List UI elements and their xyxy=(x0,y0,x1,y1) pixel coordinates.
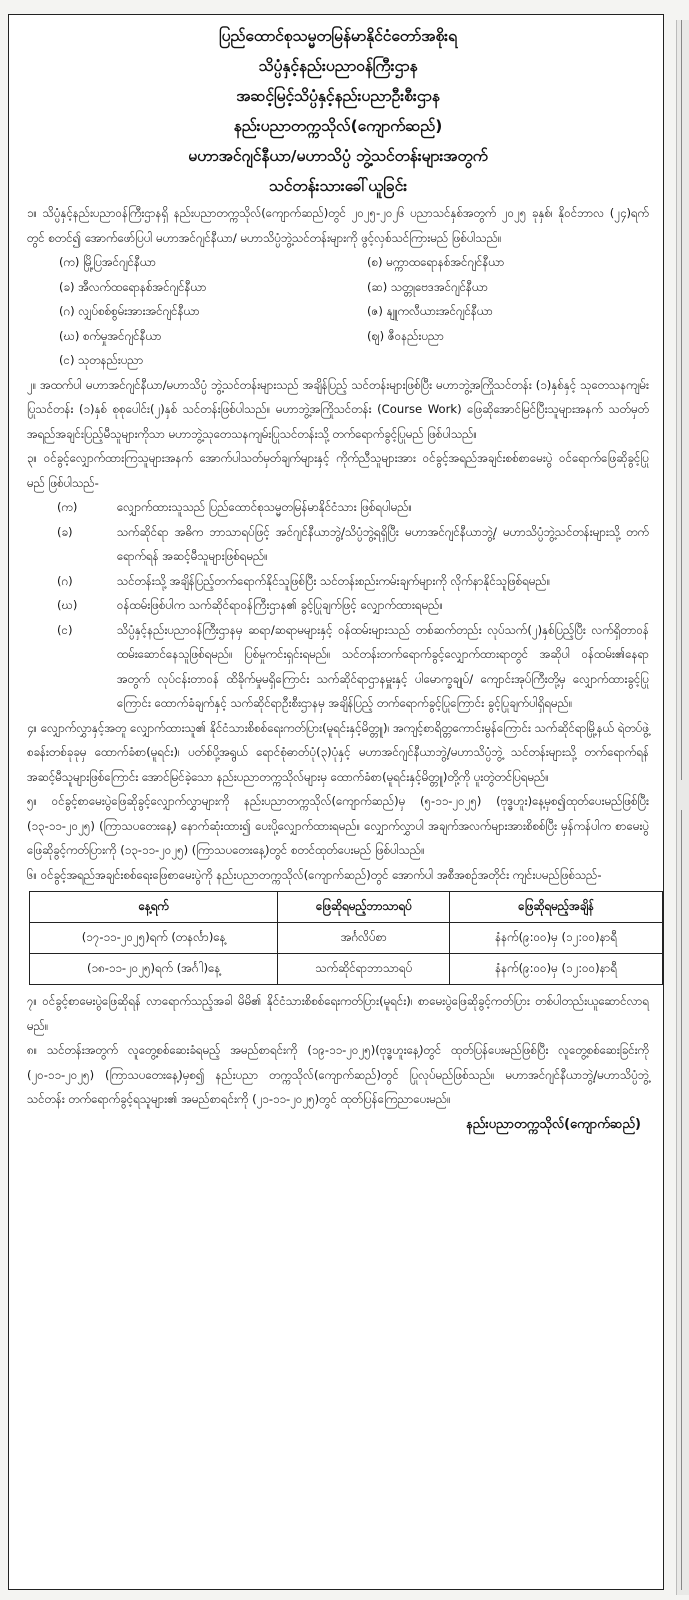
item-text: သင်တန်းသို့ အချိန်ပြည့်တက်ရောက်နိုင်သူဖြစ်ပြီး သင်တန်းစည်းကမ်းချက်များကို လိုက်နာနိုင်သူဖြစ်ရမည်။ xyxy=(117,573,551,588)
header-ministry: သိပ္ပံနှင့်နည်းပညာဝန်ကြီးဌာန xyxy=(258,57,418,75)
paragraph-6: ၆။ ဝင်ခွင့်အရည်အချင်းစစ်ရေးဖြေစာမေးပွဲကို နည်းပညာတက္ကသိုလ်(ကျောက်ဆည်)တွင် အောက်ပါ အစီအစဉ်အတိုင်း ကျင်းပမည်ဖြစ်သည်- xyxy=(27,867,602,882)
requirement-item xyxy=(27,593,649,618)
program-item: (င) သုတနည်းပညာ xyxy=(59,353,144,367)
signature: နည်းပညာတက္ကသိုလ်(ကျောက်ဆည်) xyxy=(466,1116,641,1132)
edge-line xyxy=(681,20,682,780)
header-title: သင်တန်းသားခေါ်ယူခြင်း xyxy=(268,177,408,195)
item-text: သိပ္ပံနှင့်နည်းပညာဝန်ကြီးဌာနမှ ဆရာ/ဆရာမများနှင့် ဝန်ထမ်းများသည် တစ်ဆက်တည်း လုပ်သက်(၂)နှစ်ပြည့်ပြီး လက်ရှိတာဝန်ထမ်းဆောင်နေသူဖြစ်ရမည်။ ပြစ်မှုကင်းရှင်းရမည်။ သင်တန်းတက်ရောက်ခွင့်လျှောက်ထားရာတွင် အဆိုပါ ဝန်ထမ်း၏နေရာအတွက် လုပ်ငန်းတာဝန် ထိခိုက်မှုမရှိကြောင်း သက်ဆိုင်ရာဌာနမှူးနှင့် ပါမောက္ခချုပ်/ ကျောင်းအုပ်ကြီးတို့မှ လျှောက်ထားခွင့်ပြုကြောင်း ထောက်ခံချက်နှင့် သက်ဆိုင်ရာဦးစီးဌာနမှ အချိန်ပြည့် တက်ရောက်ခွင့်ပြုကြောင်း ခွင့်ပြုချက်ပါရှိရမည်။ xyxy=(117,622,649,710)
program-item: (စ) မက္ကာထရောနစ်အင်ဂျင်နီယာ xyxy=(367,255,505,269)
table-cell: (၁၈-၁၁-၂၀၂၅)ရက် (အင်္ဂါ)နေ့ xyxy=(30,954,278,985)
program-item: (ခ) အီလက်ထရောနစ်အင်ဂျင်နီယာ xyxy=(59,279,207,294)
program-item: (ဈ) ဇီဝနည်းပညာ xyxy=(367,328,445,343)
requirement-item xyxy=(27,495,649,520)
program-item xyxy=(367,348,667,373)
table-cell: (၁၇-၁၁-၂၀၂၅)ရက် (တနင်္လာ)နေ့ xyxy=(30,923,278,954)
header-government: ပြည်ထောင်စုသမ္မတမြန်မာနိုင်ငံတော်အစိုးရ xyxy=(218,27,458,45)
table-header: ဖြေဆိုရမည့်ဘာသာရပ် xyxy=(278,892,450,923)
item-text: ဝန်ထမ်းဖြစ်ပါက သက်ဆိုင်ရာဝန်ကြီးဌာန၏ ခွင့်ပြုချက်ဖြင့် လျှောက်ထားရမည်။ xyxy=(117,598,443,612)
program-item: (ဆ) သတ္တုဗေဒအင်ဂျင်နီယာ xyxy=(367,279,489,294)
header-programs: မဟာအင်ဂျင်နီယာ/မဟာသိပ္ပံ ဘွဲ့သင်တန်းများအတွက် xyxy=(188,147,488,165)
table-cell: အင်္ဂလိပ်စာ xyxy=(278,923,450,954)
exam-schedule-table xyxy=(29,891,663,985)
paragraph-8: ၈။ သင်တန်းအတွက် လူတွေ့စစ်ဆေးခံရမည့် အမည်စာရင်းကို (၁၉-၁၁-၂၀၂၅)(ဗုဒ္ဓဟူးနေ့)တွင် ထုတ်ပြန်ပေးမည်ဖြစ်ပြီး လူတွေ့စစ်ဆေးခြင်းကို (၂၀-၁၁-၂၀၂၅) (ကြာသပတေးနေ့)မှစ၍ နည်းပညာ တက္ကသိုလ်(ကျောက်ဆည်)တွင် ပြုလုပ်မည်ဖြစ်သည်။ မဟာအင်ဂျင်နီယာဘွဲ့/မဟာသိပ္ပံဘွဲ့ သင်တန်း တက်ရောက်ခွင့်ရသူများ၏ အမည်စာရင်းကို (၂၁-၁၁-၂၀၂၅)တွင် ထုတ်ပြန်ကြေညာပေးမည်။ xyxy=(27,1043,649,1106)
paragraph-1: ၁။ သိပ္ပံနှင့်နည်းပညာဝန်ကြီးဌာနရှိ နည်းပညာတက္ကသိုလ်(ကျောက်ဆည်)တွင် ၂၀၂၅-၂၀၂၆ ပညာသင်နှစ်အတွက် ၂၀၂၅ ခုနှစ်၊ နိုဝင်ဘာလ (၂၄)ရက်တွင် စတင်၍ အောက်ဖော်ပြပါ မဟာအင်ဂျင်နီယာ/ မဟာသိပ္ပံဘွဲ့သင်တန်းများကို ဖွင့်လှစ်သင်ကြားမည် ဖြစ်ပါသည်။ xyxy=(27,206,649,245)
header-department: အဆင့်မြင့်သိပ္ပံနှင့်နည်းပညာဦးစီးဌာန xyxy=(236,87,440,105)
paragraph-5: ၅။ ဝင်ခွင့်စာမေးပွဲဖြေဆိုခွင့်လျှောက်လွှာများကို နည်းပညာတက္ကသိုလ်(ကျောက်ဆည်)မှ (၅-၁၁-၂၀၂၅) (ဗုဒ္ဓဟူး)နေ့မှစ၍ထုတ်ပေးမည်ဖြစ်ပြီး (၁၃-၁၁-၂၀၂၅) (ကြာသပတေးနေ့) နောက်ဆုံးထား၍ ပေးပို့လျှောက်ထားရမည်။ လျှောက်လွှာပါ အချက်အလက်များအားစိစစ်ပြီး မှန်ကန်ပါက စာမေးပွဲဖြေဆိုခွင့်ကတ်ပြားကို (၁၃-၁၁-၂၀၂၅) (ကြာသပတေးနေ့)တွင် စတင်ထုတ်ပေးမည် ဖြစ်ပါသည်။ xyxy=(27,794,649,857)
header-university: နည်းပညာတက္ကသိုလ်(ကျောက်ဆည်) xyxy=(233,117,443,135)
table-cell: နံနက်(၉:၀၀)မှ (၁၂:၀၀)နာရီ xyxy=(450,923,663,954)
table-row xyxy=(30,923,663,954)
item-text: သက်ဆိုင်ရာ အဓိက ဘာသာရပ်ဖြင့် အင်ဂျင်နီယာဘွဲ့/သိပ္ပံဘွဲ့ရရှိပြီး မဟာအင်ဂျင်နီယာဘွဲ့/ မဟာသိပ္ပံဘွဲ့သင်တန်းများသို့ တက်ရောက်ရန် အဆင့်မီသူများဖြစ်ရမည်။ xyxy=(117,524,649,563)
program-item: (ဃ) စက်မှုအင်ဂျင်နီယာ xyxy=(59,328,162,343)
item-text: လျှောက်ထားသူသည် ပြည်ထောင်စုသမ္မတမြန်မာနိုင်ငံသား ဖြစ်ရပါမည်။ xyxy=(117,500,413,514)
requirement-item xyxy=(27,569,649,594)
paragraph-2: ၂။ အထက်ပါ မဟာအင်ဂျင်နီယာ/မဟာသိပ္ပံ ဘွဲ့သင်တန်းများသည် အချိန်ပြည့် သင်တန်းများဖြစ်ပြီး မဟာဘွဲ့အကြိုသင်တန်း (၁)နှစ်နှင့် သုတေသနကျမ်းပြုသင်တန်း (၁)နှစ် စုစုပေါင်း(၂)နှစ် သင်တန်းဖြစ်ပါသည်။ မဟာဘွဲ့အကြိုသင်တန်း (Course Work) ဖြေဆိုအောင်မြင်ပြီးသူများအနက် သတ်မှတ်အရည်အချင်းပြည့်မီသူများကိုသာ မဟာဘွဲ့သုတေသနကျမ်းပြုသင်တန်းသို့ တက်ရောက်ခွင့်ပြုမည် ဖြစ်ပါသည်။ xyxy=(27,377,649,441)
table-header-row xyxy=(30,892,663,923)
program-item: (က) မြို့ပြအင်ဂျင်နီယာ xyxy=(59,255,156,269)
table-cell: သက်ဆိုင်ရာဘာသာရပ် xyxy=(278,954,450,985)
requirement-item xyxy=(27,618,649,716)
table-header: ဖြေဆိုရမည့်အချိန် xyxy=(450,892,663,923)
table-row xyxy=(30,954,663,985)
paragraph-3: ၃။ ဝင်ခွင့်လျှောက်ထားကြသူများအနက် အောက်ပါသတ်မှတ်ချက်များနှင့် ကိုက်ညီသူများအား ဝင်ခွင့်အရည်အချင်းစစ်စာမေးပွဲ ဝင်ရောက်ဖြေဆိုခွင့်ပြုမည် ဖြစ်ပါသည်- xyxy=(27,451,649,490)
item-marker: (ဃ) xyxy=(57,598,78,612)
program-item: (ဂ) လျှပ်စစ်စွမ်းအားအင်ဂျင်နီယာ xyxy=(59,304,200,318)
program-item: (ဇ) နျူကလီယားအင်ဂျင်နီယာ xyxy=(367,304,493,318)
paragraph-7: ၇။ ဝင်ခွင့်စာမေးပွဲဖြေဆိုရန် လာရောက်သည့်အခါ မိမိ၏ နိုင်ငံသားစိစစ်ရေးကတ်ပြား(မူရင်း)၊ စာမေးပွဲဖြေဆိုခွင့်ကတ်ပြား တစ်ပါတည်းယူဆောင်လာရမည်။ xyxy=(27,994,649,1033)
paragraph-4: ၄။ လျှောက်လွှာနှင့်အတူ လျှောက်ထားသူ၏ နိုင်ငံသားစိစစ်ရေးကတ်ပြား(မူရင်းနှင့်မိတ္တူ)၊ အကျင့်စာရိတ္တကောင်းမွန်ကြောင်း သက်ဆိုင်ရာမြို့နယ် ရဲတပ်ဖွဲ့စခန်းတစ်ခုခုမှ ထောက်ခံစာ(မူရင်း)၊ ပတ်စ်ပို့အရွယ် ရောင်စုံဓာတ်ပုံ(၃)ပုံနှင့် မဟာအင်ဂျင်နီယာဘွဲ့/မဟာသိပ္ပံဘွဲ့ သင်တန်းများသို့ တက်ရောက်ရန် အဆင့်မီသူများဖြစ်ကြောင်း အောင်မြင်ခဲ့သော နည်းပညာတက္ကသိုလ်များမှ ထောက်ခံစာ(မူရင်းနှင့်မိတ္တူ)တို့ကို ပူးတွဲတင်ပြရမည်။ xyxy=(27,720,649,784)
announcement-page xyxy=(8,14,664,1590)
table-header: နေ့ရက် xyxy=(30,892,278,923)
requirement-item xyxy=(27,520,649,569)
table-cell: နံနက်(၉:၀၀)မှ (၁၂:၀၀)နာရီ xyxy=(450,954,663,985)
program-list xyxy=(27,250,649,373)
announcement-header xyxy=(27,21,649,201)
item-marker: (က) xyxy=(57,500,78,514)
edge-line xyxy=(681,810,682,1590)
item-marker: (ဂ) xyxy=(57,573,73,588)
item-marker: (ခ) xyxy=(57,524,73,539)
adjacent-page-edge xyxy=(676,20,689,1595)
item-marker: (င) xyxy=(57,622,73,637)
